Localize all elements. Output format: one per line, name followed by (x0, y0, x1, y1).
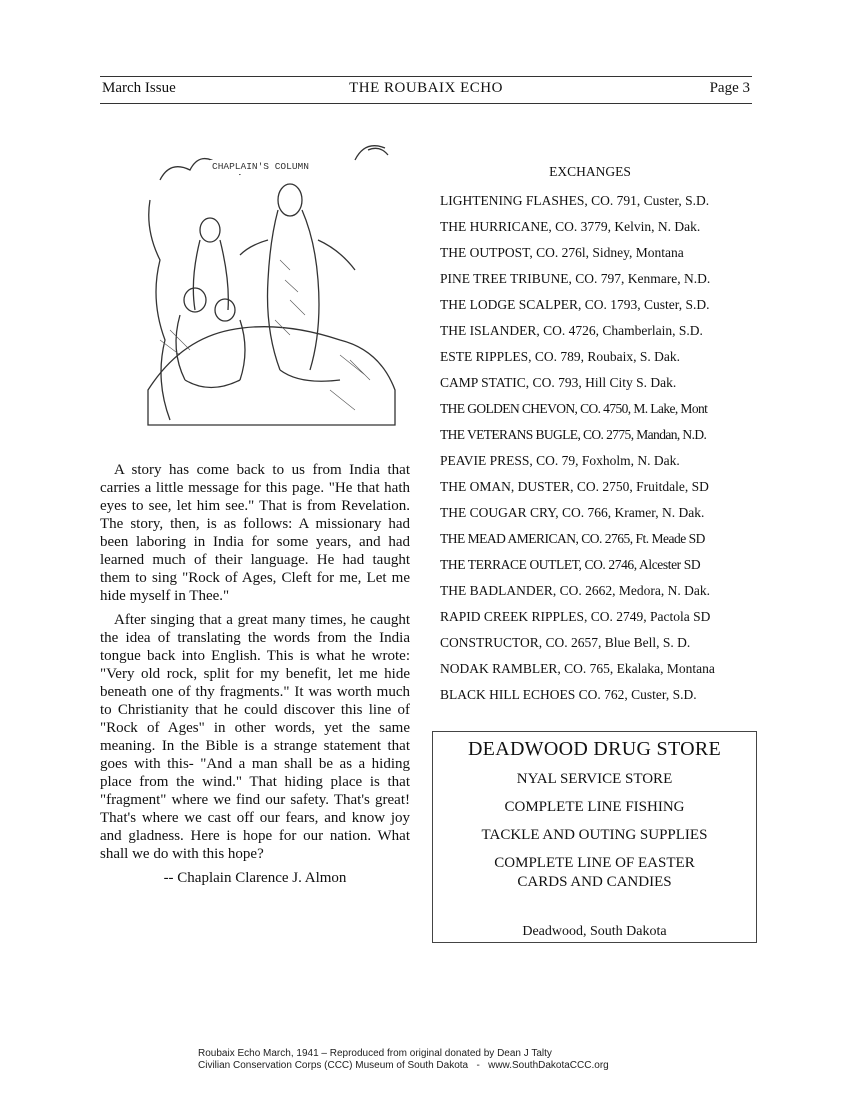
ad-line: NYAL SERVICE STORE (516, 771, 673, 787)
exchanges-title: EXCHANGES (549, 164, 631, 179)
deadwood-drug-store-ad (432, 731, 757, 943)
illustration-sketch (140, 140, 402, 430)
chaplain-illustration (140, 140, 402, 430)
exchange-item: THE ISLANDER, CO. 4726, Chamberlain, S.D. (440, 323, 703, 338)
issue-label: March Issue (102, 80, 176, 96)
exchange-item: THE VETERANS BUGLE, CO. 2775, Mandan, N.D. (440, 427, 707, 442)
exchange-item: RAPID CREEK RIPPLES, CO. 2749, Pactola SD (440, 609, 711, 624)
page-footer (198, 1048, 609, 1072)
exchange-item: THE OUTPOST, CO. 276l, Sidney, Montana (440, 245, 684, 260)
exchange-item: BLACK HILL ECHOES CO. 762, Custer, S.D. (440, 687, 697, 702)
story-paragraph: After singing that a great many times, he caught the idea of translating the words from the India tongue back into English. This is what he wrote: "Very old rock, split for my benefit, let me hide beneath one of thy fragments." It was worth much to Christianity that he could discover this line of "Rock of Ages" in other words, yet the same meaning. In the Bible is a strange statement that goes with this- "And a man shall be as a hiding place from the wind." That hiding place is that "fragment" where we find our safety. That's great! That's where we cast off our fears, and know joy and gladness. Here is hope for our nation. What shall we do with this hope? (100, 612, 410, 862)
exchange-item: CONSTRUCTOR, CO. 2657, Blue Bell, S. D. (440, 635, 691, 650)
exchange-item: THE BADLANDER, CO. 2662, Medora, N. Dak. (440, 583, 710, 598)
ad-line: TACKLE AND OUTING SUPPLIES (481, 827, 708, 843)
exchange-item: THE LODGE SCALPER, CO. 1793, Custer, S.D. (440, 297, 710, 312)
exchange-item: THE OMAN, DUSTER, CO. 2750, Fruitdale, SD (440, 479, 709, 494)
story-paragraph: A story has come back to us from India that carries a little message for this page. "He that hath eyes to see, let him see." That is from Revelation. The story, then, is as follows: A missionary had been laboring in India for some years, and had learned much of their language. He had taught them to sing "Rock of Ages, Cleft for me, Let me hide myself in Thee." (100, 462, 410, 604)
exchange-item: THE TERRACE OUTLET, CO. 2746, Alcester SD (440, 557, 701, 572)
exchange-item: PEAVIE PRESS, CO. 79, Foxholm, N. Dak. (440, 453, 680, 468)
exchange-item: THE COUGAR CRY, CO. 766, Kramer, N. Dak. (440, 505, 705, 520)
footer-credit: Roubaix Echo March, 1941 – Reproduced from original donated by Dean J Talty (198, 1048, 552, 1059)
ad-location: Deadwood, South Dakota (522, 924, 667, 939)
exchanges-list (440, 162, 760, 708)
exchange-item: THE GOLDEN CHEVON, CO. 4750, M. Lake, Mont (440, 401, 708, 416)
ad-line: COMPLETE LINE FISHING (504, 799, 685, 815)
exchange-item: THE MEAD AMERICAN, CO. 2765, Ft. Meade SD (440, 531, 705, 546)
exchange-item: ESTE RIPPLES, CO. 789, Roubaix, S. Dak. (440, 349, 681, 364)
page-number: Page 3 (709, 80, 750, 96)
chaplain-story (100, 461, 410, 893)
story-signature: -- Chaplain Clarence J. Almon (163, 870, 347, 886)
ad-title: DEADWOOD DRUG STORE (467, 738, 722, 760)
page-header (100, 76, 752, 104)
footer-museum: Civilian Conservation Corps (CCC) Museum of South Dakota - www.SouthDakotaCCC.org (198, 1060, 609, 1071)
exchange-item: THE HURRICANE, CO. 3779, Kelvin, N. Dak. (440, 219, 701, 234)
exchange-item: PINE TREE TRIBUNE, CO. 797, Kenmare, N.D. (440, 271, 711, 286)
exchange-item: CAMP STATIC, CO. 793, Hill City S. Dak. (440, 375, 677, 390)
exchange-item: NODAK RAMBLER, CO. 765, Ekalaka, Montana (440, 661, 715, 676)
illustration-caption: CHAPLAIN'S COLUMN (212, 161, 309, 172)
exchange-item: LIGHTENING FLASHES, CO. 791, Custer, S.D. (440, 193, 710, 208)
newspaper-title: THE ROUBAIX ECHO (349, 80, 503, 96)
ad-line: COMPLETE LINE OF EASTER CARDS AND CANDIES (494, 855, 695, 890)
